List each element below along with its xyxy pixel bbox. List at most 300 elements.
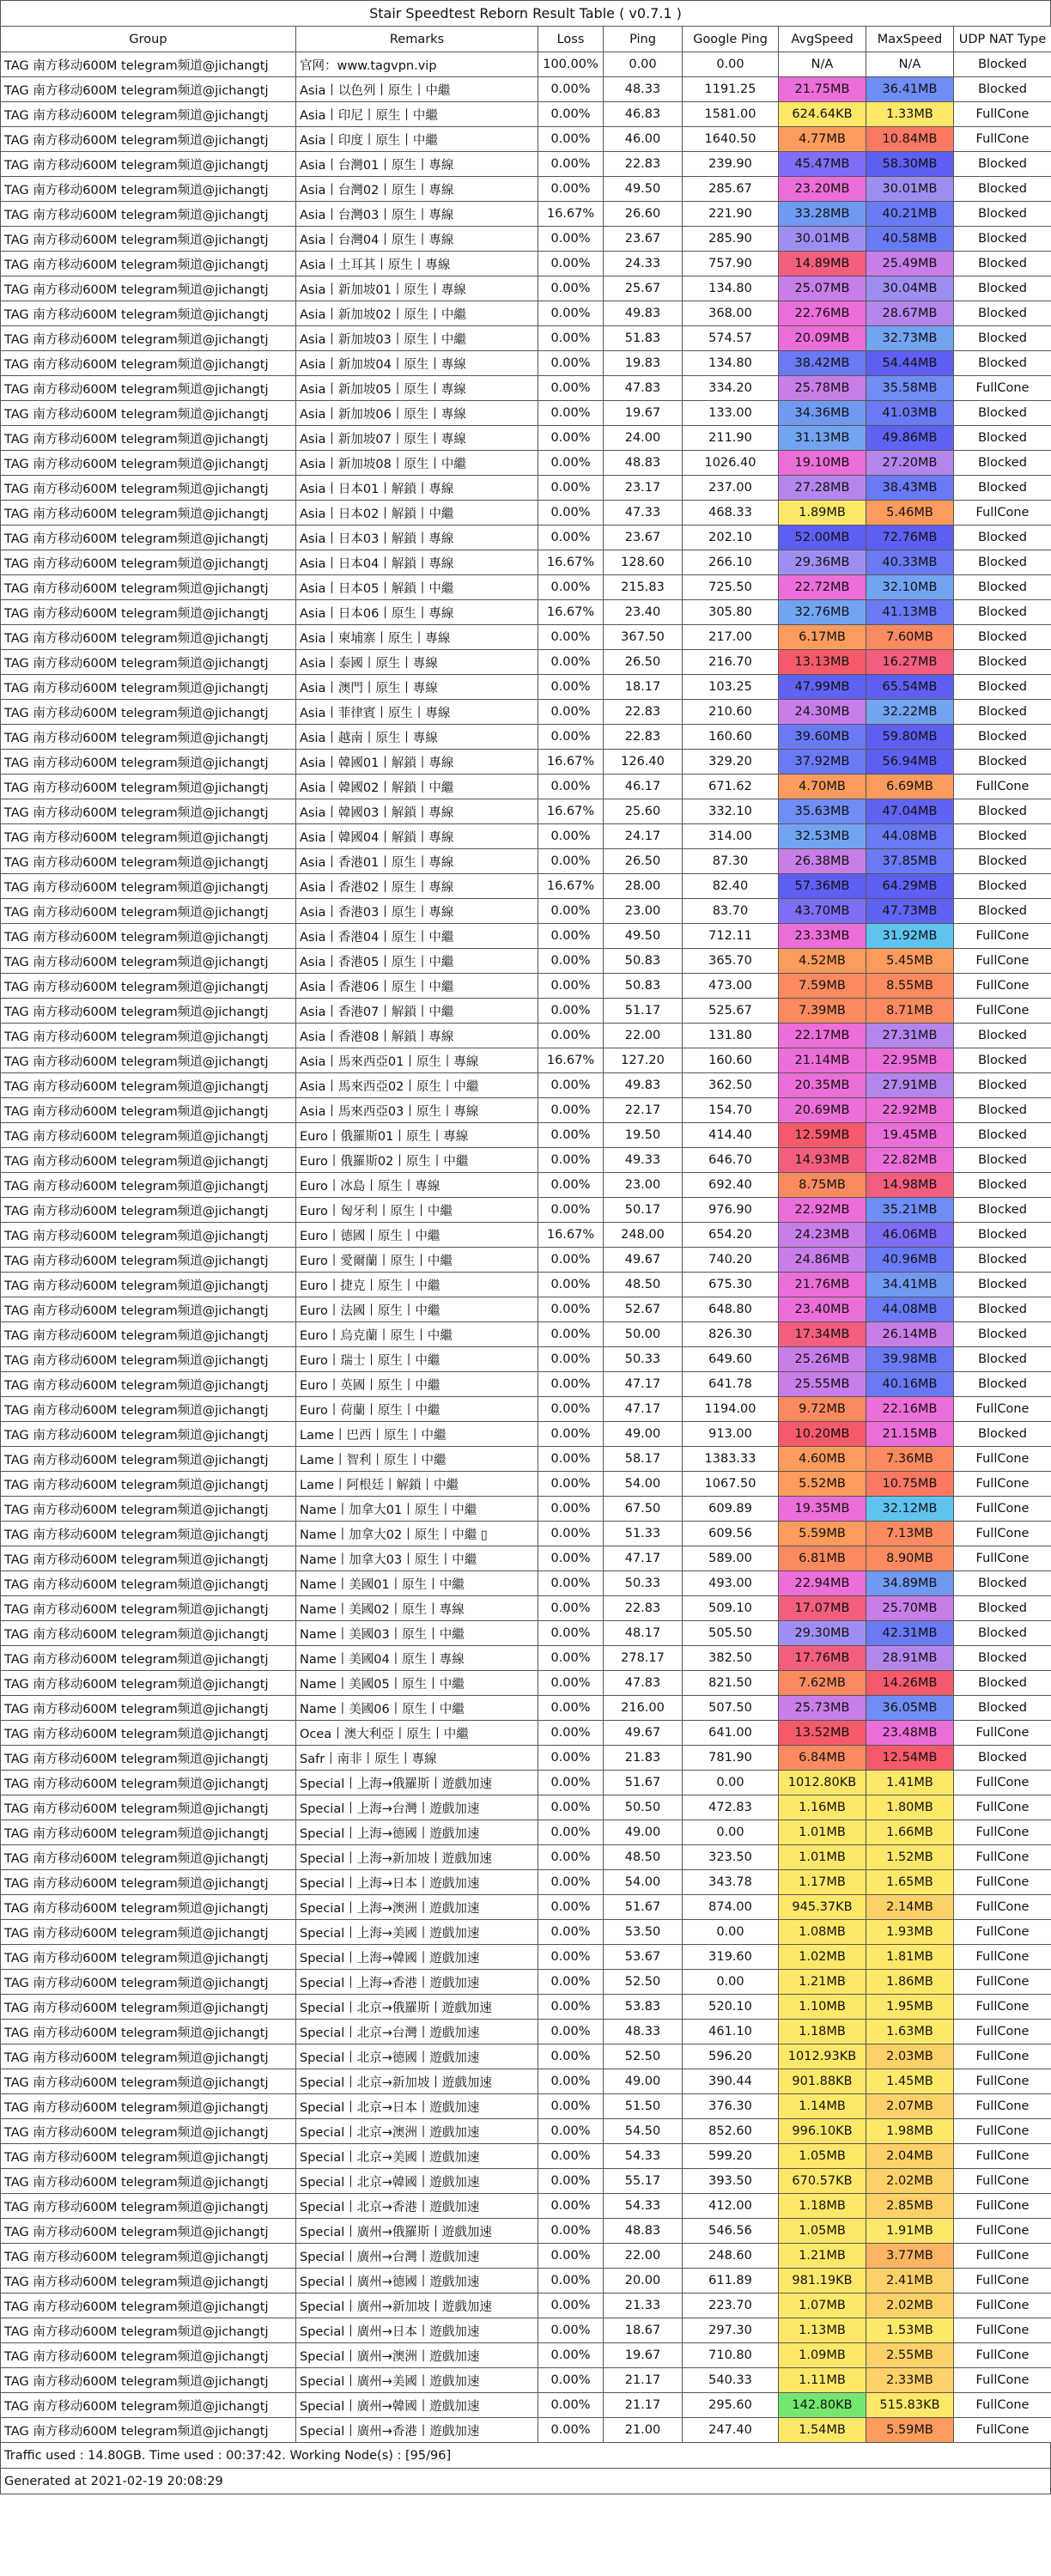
table-row xyxy=(1,501,1051,526)
avgspeed-cell: 6.84MB xyxy=(779,1746,866,1771)
group-cell: TAG 南方移动600M telegram频道@jichangtj xyxy=(1,675,296,700)
ping-cell: 48.83 xyxy=(604,451,683,476)
google-ping-cell: 641.00 xyxy=(683,1721,779,1746)
udp-nat-type-cell: FullCone xyxy=(954,1472,1051,1497)
ping-cell: 54.33 xyxy=(604,2144,683,2169)
maxspeed-cell: 2.02MB xyxy=(866,2293,954,2318)
group-cell: TAG 南方移动600M telegram频道@jichangtj xyxy=(1,2044,296,2069)
udp-nat-type-cell: Blocked xyxy=(954,600,1051,625)
remarks-cell: Asia丨菲律賓丨原生丨專線 xyxy=(296,700,538,725)
ping-cell: 48.50 xyxy=(604,1845,683,1870)
avgspeed-cell: 32.76MB xyxy=(779,600,866,625)
udp-nat-type-cell: FullCone xyxy=(954,2269,1051,2293)
ping-cell: 49.33 xyxy=(604,1148,683,1173)
ping-cell: 51.67 xyxy=(604,1771,683,1795)
table-row xyxy=(1,1198,1051,1223)
google-ping-cell: 712.11 xyxy=(683,924,779,949)
group-cell: TAG 南方移动600M telegram频道@jichangtj xyxy=(1,924,296,949)
group-cell: TAG 南方移动600M telegram频道@jichangtj xyxy=(1,2119,296,2144)
ping-cell: 49.50 xyxy=(604,177,683,202)
maxspeed-cell: 2.04MB xyxy=(866,2144,954,2169)
header-group: Group xyxy=(1,27,296,52)
group-cell: TAG 南方移动600M telegram频道@jichangtj xyxy=(1,2069,296,2094)
loss-cell: 0.00% xyxy=(538,1696,604,1721)
udp-nat-type-cell: FullCone xyxy=(954,1970,1051,1995)
group-cell: TAG 南方移动600M telegram频道@jichangtj xyxy=(1,1571,296,1596)
udp-nat-type-cell: Blocked xyxy=(954,824,1051,849)
loss-cell: 0.00% xyxy=(538,1098,604,1123)
udp-nat-type-cell: Blocked xyxy=(954,326,1051,351)
group-cell: TAG 南方移动600M telegram频道@jichangtj xyxy=(1,2269,296,2293)
avgspeed-cell: 670.57KB xyxy=(779,2169,866,2194)
loss-cell: 0.00% xyxy=(538,1347,604,1372)
google-ping-cell: 323.50 xyxy=(683,1845,779,1870)
google-ping-cell: 295.60 xyxy=(683,2393,779,2418)
remarks-cell: Asia丨日本05丨解鎖丨中繼 xyxy=(296,575,538,600)
maxspeed-cell: 56.94MB xyxy=(866,750,954,775)
remarks-cell: Asia丨日本02丨解鎖丨中繼 xyxy=(296,501,538,526)
ping-cell: 23.17 xyxy=(604,476,683,501)
group-cell: TAG 南方移动600M telegram频道@jichangtj xyxy=(1,1671,296,1696)
avgspeed-cell: 1.09MB xyxy=(779,2343,866,2368)
loss-cell: 0.00% xyxy=(538,775,604,799)
google-ping-cell: 160.60 xyxy=(683,1048,779,1073)
avgspeed-cell: 20.35MB xyxy=(779,1073,866,1098)
group-cell: TAG 南方移动600M telegram频道@jichangtj xyxy=(1,77,296,102)
avgspeed-cell: N/A xyxy=(779,52,866,77)
google-ping-cell: 365.70 xyxy=(683,949,779,974)
avgspeed-cell: 32.53MB xyxy=(779,824,866,849)
avgspeed-cell: 1.21MB xyxy=(779,1970,866,1995)
remarks-cell: Special丨廣州→台灣丨遊戲加速 xyxy=(296,2244,538,2269)
google-ping-cell: 468.33 xyxy=(683,501,779,526)
udp-nat-type-cell: Blocked xyxy=(954,301,1051,326)
udp-nat-type-cell: Blocked xyxy=(954,849,1051,874)
udp-nat-type-cell: FullCone xyxy=(954,2094,1051,2119)
maxspeed-cell: 44.08MB xyxy=(866,1297,954,1322)
loss-cell: 0.00% xyxy=(538,1073,604,1098)
ping-cell: 49.67 xyxy=(604,1721,683,1746)
maxspeed-cell: 36.41MB xyxy=(866,77,954,102)
ping-cell: 47.17 xyxy=(604,1397,683,1422)
loss-cell: 0.00% xyxy=(538,824,604,849)
remarks-cell: Euro丨愛爾蘭丨原生丨中繼 xyxy=(296,1248,538,1273)
maxspeed-cell: 26.14MB xyxy=(866,1322,954,1347)
table-row xyxy=(1,2094,1051,2119)
ping-cell: 48.33 xyxy=(604,2020,683,2044)
group-cell: TAG 南方移动600M telegram频道@jichangtj xyxy=(1,351,296,376)
remarks-cell: Euro丨捷克丨原生丨中繼 xyxy=(296,1273,538,1297)
maxspeed-cell: 2.55MB xyxy=(866,2343,954,2368)
remarks-cell: Asia丨台灣01丨原生丨專線 xyxy=(296,152,538,177)
udp-nat-type-cell: Blocked xyxy=(954,1646,1051,1671)
google-ping-cell: 343.78 xyxy=(683,1870,779,1895)
google-ping-cell: 609.56 xyxy=(683,1522,779,1546)
remarks-cell: Special丨上海→台灣丨遊戲加速 xyxy=(296,1795,538,1820)
group-cell: TAG 南方移动600M telegram频道@jichangtj xyxy=(1,252,296,276)
maxspeed-cell: 65.54MB xyxy=(866,675,954,700)
group-cell: TAG 南方移动600M telegram频道@jichangtj xyxy=(1,2368,296,2393)
table-row xyxy=(1,2269,1051,2293)
ping-cell: 49.50 xyxy=(604,924,683,949)
group-cell: TAG 南方移动600M telegram频道@jichangtj xyxy=(1,1771,296,1795)
group-cell: TAG 南方移动600M telegram频道@jichangtj xyxy=(1,401,296,426)
group-cell: TAG 南方移动600M telegram频道@jichangtj xyxy=(1,775,296,799)
group-cell: TAG 南方移动600M telegram频道@jichangtj xyxy=(1,1347,296,1372)
maxspeed-cell: 8.71MB xyxy=(866,999,954,1024)
ping-cell: 23.67 xyxy=(604,227,683,252)
group-cell: TAG 南方移动600M telegram频道@jichangtj xyxy=(1,1148,296,1173)
ping-cell: 54.33 xyxy=(604,2194,683,2219)
table-row xyxy=(1,974,1051,999)
avgspeed-cell: 45.47MB xyxy=(779,152,866,177)
maxspeed-cell: 7.60MB xyxy=(866,625,954,650)
maxspeed-cell: 10.75MB xyxy=(866,1472,954,1497)
loss-cell: 0.00% xyxy=(538,949,604,974)
remarks-cell: Asia丨台灣02丨原生丨專線 xyxy=(296,177,538,202)
maxspeed-cell: 1.80MB xyxy=(866,1795,954,1820)
table-row xyxy=(1,650,1051,675)
loss-cell: 0.00% xyxy=(538,2219,604,2244)
remarks-cell: Name丨美國04丨原生丨專線 xyxy=(296,1646,538,1671)
avgspeed-cell: 4.77MB xyxy=(779,127,866,152)
loss-cell: 0.00% xyxy=(538,127,604,152)
group-cell: TAG 南方移动600M telegram频道@jichangtj xyxy=(1,1447,296,1472)
udp-nat-type-cell: Blocked xyxy=(954,1347,1051,1372)
loss-cell: 0.00% xyxy=(538,1746,604,1771)
ping-cell: 47.17 xyxy=(604,1372,683,1397)
avgspeed-cell: 52.00MB xyxy=(779,526,866,550)
maxspeed-cell: 16.27MB xyxy=(866,650,954,675)
avgspeed-cell: 33.28MB xyxy=(779,202,866,227)
group-cell: TAG 南方移动600M telegram频道@jichangtj xyxy=(1,2244,296,2269)
maxspeed-cell: 5.45MB xyxy=(866,949,954,974)
remarks-cell: Special丨廣州→澳洲丨遊戲加速 xyxy=(296,2343,538,2368)
avgspeed-cell: 47.99MB xyxy=(779,675,866,700)
udp-nat-type-cell: FullCone xyxy=(954,2418,1051,2443)
group-cell: TAG 南方移动600M telegram频道@jichangtj xyxy=(1,202,296,227)
table-row xyxy=(1,1173,1051,1198)
table-row xyxy=(1,2418,1051,2443)
google-ping-cell: 641.78 xyxy=(683,1372,779,1397)
header-row xyxy=(1,27,1051,52)
avgspeed-cell: 29.30MB xyxy=(779,1621,866,1646)
google-ping-cell: 217.00 xyxy=(683,625,779,650)
udp-nat-type-cell: FullCone xyxy=(954,1895,1051,1920)
udp-nat-type-cell: FullCone xyxy=(954,1945,1051,1970)
maxspeed-cell: 1.65MB xyxy=(866,1870,954,1895)
maxspeed-cell: 6.69MB xyxy=(866,775,954,799)
ping-cell: 54.00 xyxy=(604,1472,683,1497)
loss-cell: 16.67% xyxy=(538,1048,604,1073)
remarks-cell: Special丨上海→澳洲丨遊戲加速 xyxy=(296,1895,538,1920)
table-row xyxy=(1,675,1051,700)
google-ping-cell: 133.00 xyxy=(683,401,779,426)
loss-cell: 0.00% xyxy=(538,152,604,177)
udp-nat-type-cell: FullCone xyxy=(954,2169,1051,2194)
table-title: Stair Speedtest Reborn Result Table ( v0.7.1 ) xyxy=(0,0,1051,26)
loss-cell: 0.00% xyxy=(538,2418,604,2443)
avgspeed-cell: 6.17MB xyxy=(779,625,866,650)
group-cell: TAG 南方移动600M telegram频道@jichangtj xyxy=(1,1920,296,1945)
group-cell: TAG 南方移动600M telegram频道@jichangtj xyxy=(1,999,296,1024)
ping-cell: 52.50 xyxy=(604,1970,683,1995)
maxspeed-cell: 41.13MB xyxy=(866,600,954,625)
remarks-cell: Asia丨日本04丨解鎖丨專線 xyxy=(296,550,538,575)
group-cell: TAG 南方移动600M telegram频道@jichangtj xyxy=(1,899,296,924)
header-google-ping: Google Ping xyxy=(683,27,779,52)
ping-cell: 52.67 xyxy=(604,1297,683,1322)
udp-nat-type-cell: Blocked xyxy=(954,451,1051,476)
loss-cell: 0.00% xyxy=(538,1273,604,1297)
udp-nat-type-cell: Blocked xyxy=(954,52,1051,77)
remarks-cell: Euro丨瑞士丨原生丨中繼 xyxy=(296,1347,538,1372)
table-row xyxy=(1,326,1051,351)
loss-cell: 0.00% xyxy=(538,2368,604,2393)
udp-nat-type-cell: Blocked xyxy=(954,1621,1051,1646)
avgspeed-cell: 996.10KB xyxy=(779,2119,866,2144)
avgspeed-cell: 4.60MB xyxy=(779,1447,866,1472)
loss-cell: 0.00% xyxy=(538,376,604,401)
google-ping-cell: 362.50 xyxy=(683,1073,779,1098)
group-cell: TAG 南方移动600M telegram频道@jichangtj xyxy=(1,1223,296,1248)
loss-cell: 0.00% xyxy=(538,1795,604,1820)
avgspeed-cell: 1.16MB xyxy=(779,1795,866,1820)
udp-nat-type-cell: Blocked xyxy=(954,1322,1051,1347)
maxspeed-cell: 8.90MB xyxy=(866,1546,954,1571)
remarks-cell: Special丨上海→俄羅斯丨遊戲加速 xyxy=(296,1771,538,1795)
table-row xyxy=(1,526,1051,550)
maxspeed-cell: 3.77MB xyxy=(866,2244,954,2269)
group-cell: TAG 南方移动600M telegram频道@jichangtj xyxy=(1,1024,296,1048)
maxspeed-cell: 2.85MB xyxy=(866,2194,954,2219)
table-row xyxy=(1,2219,1051,2244)
udp-nat-type-cell: FullCone xyxy=(954,2069,1051,2094)
udp-nat-type-cell: FullCone xyxy=(954,775,1051,799)
ping-cell: 50.83 xyxy=(604,974,683,999)
google-ping-cell: 332.10 xyxy=(683,799,779,824)
loss-cell: 0.00% xyxy=(538,2169,604,2194)
loss-cell: 0.00% xyxy=(538,1024,604,1048)
maxspeed-cell: 21.15MB xyxy=(866,1422,954,1447)
google-ping-cell: 574.57 xyxy=(683,326,779,351)
group-cell: TAG 南方移动600M telegram频道@jichangtj xyxy=(1,1546,296,1571)
avgspeed-cell: 1.17MB xyxy=(779,1870,866,1895)
maxspeed-cell: 32.22MB xyxy=(866,700,954,725)
group-cell: TAG 南方移动600M telegram频道@jichangtj xyxy=(1,526,296,550)
google-ping-cell: 473.00 xyxy=(683,974,779,999)
remarks-cell: Special丨廣州→香港丨遊戲加速 xyxy=(296,2418,538,2443)
google-ping-cell: 221.90 xyxy=(683,202,779,227)
maxspeed-cell: 22.82MB xyxy=(866,1148,954,1173)
group-cell: TAG 南方移动600M telegram频道@jichangtj xyxy=(1,1795,296,1820)
maxspeed-cell: 1.66MB xyxy=(866,1820,954,1845)
table-row xyxy=(1,1422,1051,1447)
remarks-cell: Asia丨香港05丨原生丨中繼 xyxy=(296,949,538,974)
loss-cell: 0.00% xyxy=(538,2318,604,2343)
remarks-cell: Asia丨日本03丨解鎖丨專線 xyxy=(296,526,538,550)
table-row xyxy=(1,1073,1051,1098)
group-cell: TAG 南方移动600M telegram频道@jichangtj xyxy=(1,1273,296,1297)
google-ping-cell: 648.80 xyxy=(683,1297,779,1322)
avgspeed-cell: 1.18MB xyxy=(779,2194,866,2219)
maxspeed-cell: 1.95MB xyxy=(866,1995,954,2020)
avgspeed-cell: 1.13MB xyxy=(779,2318,866,2343)
avgspeed-cell: 22.17MB xyxy=(779,1024,866,1048)
table-row xyxy=(1,1248,1051,1273)
google-ping-cell: 1383.33 xyxy=(683,1447,779,1472)
maxspeed-cell: 22.16MB xyxy=(866,1397,954,1422)
udp-nat-type-cell: FullCone xyxy=(954,2244,1051,2269)
loss-cell: 0.00% xyxy=(538,1297,604,1322)
group-cell: TAG 南方移动600M telegram频道@jichangtj xyxy=(1,1995,296,2020)
udp-nat-type-cell: Blocked xyxy=(954,252,1051,276)
generated-timestamp: Generated at 2021-02-19 20:08:29 xyxy=(0,2469,1051,2494)
group-cell: TAG 南方移动600M telegram频道@jichangtj xyxy=(1,849,296,874)
avgspeed-cell: 22.94MB xyxy=(779,1571,866,1596)
table-row xyxy=(1,152,1051,177)
loss-cell: 0.00% xyxy=(538,1472,604,1497)
udp-nat-type-cell: Blocked xyxy=(954,1696,1051,1721)
ping-cell: 49.00 xyxy=(604,1422,683,1447)
remarks-cell: Special丨上海→德國丨遊戲加速 xyxy=(296,1820,538,1845)
loss-cell: 0.00% xyxy=(538,2293,604,2318)
google-ping-cell: 671.62 xyxy=(683,775,779,799)
loss-cell: 0.00% xyxy=(538,1870,604,1895)
maxspeed-cell: 7.13MB xyxy=(866,1522,954,1546)
loss-cell: 0.00% xyxy=(538,2119,604,2144)
avgspeed-cell: 12.59MB xyxy=(779,1123,866,1148)
avgspeed-cell: 945.37KB xyxy=(779,1895,866,1920)
table-row xyxy=(1,1322,1051,1347)
udp-nat-type-cell: Blocked xyxy=(954,1173,1051,1198)
group-cell: TAG 南方移动600M telegram频道@jichangtj xyxy=(1,2144,296,2169)
udp-nat-type-cell: Blocked xyxy=(954,476,1051,501)
avgspeed-cell: 5.59MB xyxy=(779,1522,866,1546)
table-row xyxy=(1,1870,1051,1895)
remarks-cell: Special丨北京→俄羅斯丨遊戲加速 xyxy=(296,1995,538,2020)
ping-cell: 46.00 xyxy=(604,127,683,152)
loss-cell: 0.00% xyxy=(538,1372,604,1397)
ping-cell: 49.83 xyxy=(604,1073,683,1098)
udp-nat-type-cell: Blocked xyxy=(954,426,1051,451)
remarks-cell: Special丨廣州→新加坡丨遊戲加速 xyxy=(296,2293,538,2318)
loss-cell: 0.00% xyxy=(538,575,604,600)
ping-cell: 50.33 xyxy=(604,1571,683,1596)
google-ping-cell: 390.44 xyxy=(683,2069,779,2094)
loss-cell: 0.00% xyxy=(538,1621,604,1646)
remarks-cell: Special丨北京→日本丨遊戲加速 xyxy=(296,2094,538,2119)
maxspeed-cell: 1.33MB xyxy=(866,102,954,127)
table-row xyxy=(1,924,1051,949)
remarks-cell: Asia丨新加坡02丨原生丨中繼 xyxy=(296,301,538,326)
table-row xyxy=(1,999,1051,1024)
group-cell: TAG 南方移动600M telegram频道@jichangtj xyxy=(1,725,296,750)
table-row xyxy=(1,276,1051,301)
loss-cell: 0.00% xyxy=(538,2069,604,2094)
table-row xyxy=(1,1223,1051,1248)
udp-nat-type-cell: FullCone xyxy=(954,1771,1051,1795)
udp-nat-type-cell: FullCone xyxy=(954,1546,1051,1571)
table-row xyxy=(1,2318,1051,2343)
group-cell: TAG 南方移动600M telegram频道@jichangtj xyxy=(1,2318,296,2343)
loss-cell: 0.00% xyxy=(538,326,604,351)
google-ping-cell: 646.70 xyxy=(683,1148,779,1173)
avgspeed-cell: 22.92MB xyxy=(779,1198,866,1223)
ping-cell: 24.17 xyxy=(604,824,683,849)
google-ping-cell: 314.00 xyxy=(683,824,779,849)
loss-cell: 0.00% xyxy=(538,2244,604,2269)
ping-cell: 47.83 xyxy=(604,1671,683,1696)
remarks-cell: Special丨上海→美國丨遊戲加速 xyxy=(296,1920,538,1945)
avgspeed-cell: 29.36MB xyxy=(779,550,866,575)
group-cell: TAG 南方移动600M telegram频道@jichangtj xyxy=(1,1472,296,1497)
loss-cell: 16.67% xyxy=(538,202,604,227)
loss-cell: 0.00% xyxy=(538,700,604,725)
loss-cell: 0.00% xyxy=(538,1546,604,1571)
ping-cell: 22.83 xyxy=(604,725,683,750)
group-cell: TAG 南方移动600M telegram频道@jichangtj xyxy=(1,1721,296,1746)
google-ping-cell: 710.80 xyxy=(683,2343,779,2368)
loss-cell: 0.00% xyxy=(538,1646,604,1671)
maxspeed-cell: 27.20MB xyxy=(866,451,954,476)
avgspeed-cell: 19.10MB xyxy=(779,451,866,476)
ping-cell: 18.17 xyxy=(604,675,683,700)
remarks-cell: Euro丨匈牙利丨原生丨中繼 xyxy=(296,1198,538,1223)
udp-nat-type-cell: FullCone xyxy=(954,1920,1051,1945)
group-cell: TAG 南方移动600M telegram频道@jichangtj xyxy=(1,949,296,974)
udp-nat-type-cell: Blocked xyxy=(954,1148,1051,1173)
table-row xyxy=(1,2020,1051,2044)
avgspeed-cell: 7.39MB xyxy=(779,999,866,1024)
ping-cell: 19.50 xyxy=(604,1123,683,1148)
maxspeed-cell: 27.91MB xyxy=(866,1073,954,1098)
loss-cell: 0.00% xyxy=(538,2144,604,2169)
google-ping-cell: 83.70 xyxy=(683,899,779,924)
group-cell: TAG 南方移动600M telegram频道@jichangtj xyxy=(1,1895,296,1920)
google-ping-cell: 412.00 xyxy=(683,2194,779,2219)
header-remarks: Remarks xyxy=(296,27,538,52)
udp-nat-type-cell: FullCone xyxy=(954,999,1051,1024)
table-row xyxy=(1,1995,1051,2020)
ping-cell: 23.00 xyxy=(604,899,683,924)
udp-nat-type-cell: FullCone xyxy=(954,2119,1051,2144)
maxspeed-cell: 30.04MB xyxy=(866,276,954,301)
udp-nat-type-cell: FullCone xyxy=(954,1397,1051,1422)
google-ping-cell: 134.80 xyxy=(683,351,779,376)
ping-cell: 22.83 xyxy=(604,700,683,725)
maxspeed-cell: 28.67MB xyxy=(866,301,954,326)
remarks-cell: Special丨廣州→德國丨遊戲加速 xyxy=(296,2269,538,2293)
table-row xyxy=(1,1771,1051,1795)
udp-nat-type-cell: Blocked xyxy=(954,874,1051,899)
google-ping-cell: 376.30 xyxy=(683,2094,779,2119)
udp-nat-type-cell: FullCone xyxy=(954,2293,1051,2318)
ping-cell: 24.33 xyxy=(604,252,683,276)
ping-cell: 278.17 xyxy=(604,1646,683,1671)
table-row xyxy=(1,376,1051,401)
maxspeed-cell: 41.03MB xyxy=(866,401,954,426)
udp-nat-type-cell: Blocked xyxy=(954,750,1051,775)
header-udp-nat-type: UDP NAT Type xyxy=(954,27,1051,52)
remarks-cell: Name丨美國03丨原生丨中繼 xyxy=(296,1621,538,1646)
group-cell: TAG 南方移动600M telegram频道@jichangtj xyxy=(1,1422,296,1447)
ping-cell: 127.20 xyxy=(604,1048,683,1073)
ping-cell: 48.50 xyxy=(604,1273,683,1297)
google-ping-cell: 382.50 xyxy=(683,1646,779,1671)
avgspeed-cell: 624.64KB xyxy=(779,102,866,127)
ping-cell: 26.50 xyxy=(604,650,683,675)
